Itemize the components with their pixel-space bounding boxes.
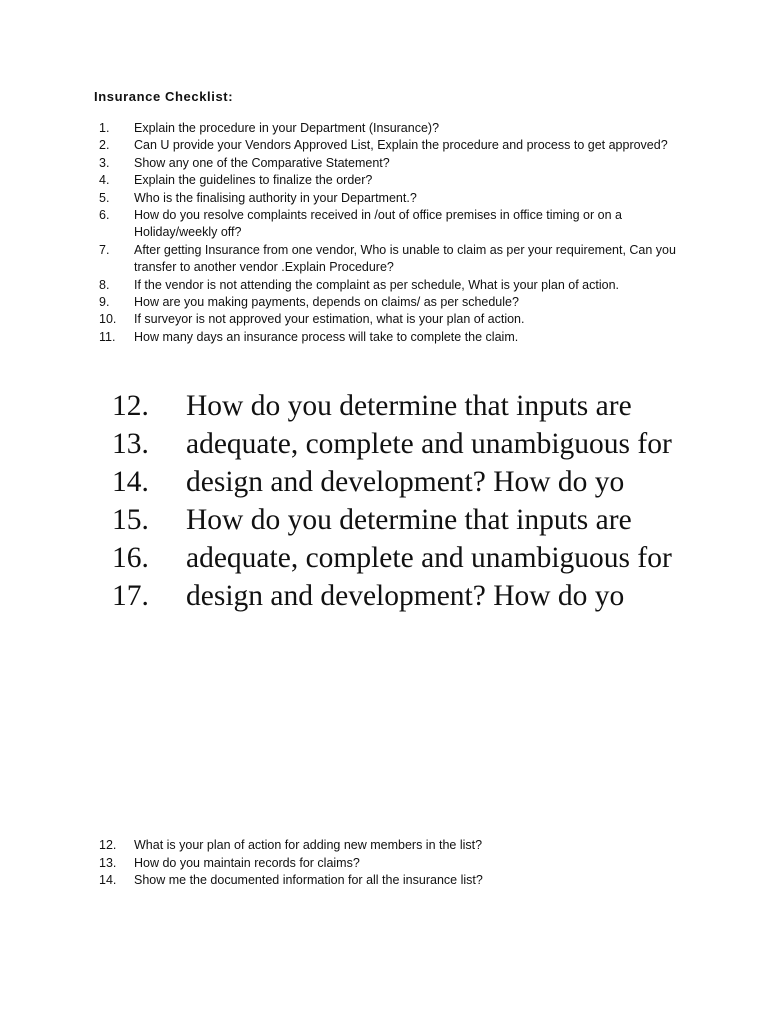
large-list-item bbox=[0, 539, 674, 577]
list-item bbox=[0, 242, 768, 277]
list-item bbox=[0, 837, 768, 855]
item-text: Show me the documented information for all the insurance list? bbox=[134, 873, 483, 887]
large-list-item bbox=[0, 425, 674, 463]
large-list-item bbox=[0, 387, 674, 425]
item-text: Can U provide your Vendors Approved List, Explain the procedure and process to get approved? bbox=[134, 138, 668, 153]
item-text: How do you resolve complaints received in /out of office premises in office timing or on a Holiday/weekly off? bbox=[134, 208, 622, 240]
list-item bbox=[0, 190, 768, 207]
item-number: 12. bbox=[99, 838, 117, 852]
list-item bbox=[0, 120, 768, 137]
item-text: If the vendor is not attending the complaint as per schedule, What is your plan of action. bbox=[134, 277, 620, 292]
item-number: 12. bbox=[112, 390, 149, 422]
item-number: 7. bbox=[99, 242, 110, 257]
item-text: How do you maintain records for claims? bbox=[134, 855, 360, 870]
list-item bbox=[0, 294, 768, 311]
item-text: Show any one of the Comparative Statement? bbox=[134, 155, 390, 170]
item-number: 13. bbox=[99, 855, 117, 870]
item-number: 11. bbox=[99, 329, 116, 344]
list-item bbox=[0, 311, 768, 328]
large-list-item bbox=[0, 577, 674, 615]
item-number: 3. bbox=[99, 155, 110, 170]
item-number: 14. bbox=[99, 873, 117, 887]
list-item bbox=[0, 155, 768, 172]
item-number: 2. bbox=[99, 138, 110, 153]
item-number: 17. bbox=[112, 580, 149, 612]
list-item bbox=[0, 207, 768, 242]
list-item bbox=[0, 172, 768, 189]
tail-list bbox=[0, 837, 768, 890]
checklist bbox=[0, 120, 768, 346]
large-list-item bbox=[0, 501, 674, 539]
item-number: 1. bbox=[99, 121, 110, 135]
item-text: design and development? How do yo bbox=[186, 466, 625, 498]
item-text: How do you determine that inputs are bbox=[186, 390, 632, 422]
item-number: 8. bbox=[99, 277, 110, 292]
item-number: 16. bbox=[112, 542, 149, 574]
item-number: 14. bbox=[112, 466, 149, 498]
item-text: design and development? How do yo bbox=[186, 580, 625, 612]
item-number: 10. bbox=[99, 312, 117, 327]
item-number: 6. bbox=[99, 208, 110, 223]
list-item bbox=[0, 329, 768, 346]
item-text: Explain the procedure in your Department (Insurance)? bbox=[134, 121, 440, 135]
list-item bbox=[0, 872, 768, 890]
item-text: How do you determine that inputs are bbox=[186, 504, 632, 536]
item-text: Explain the guidelines to finalize the order? bbox=[134, 173, 373, 188]
large-text-list bbox=[0, 387, 768, 615]
item-text: adequate, complete and unambiguous for bbox=[186, 428, 672, 460]
list-item bbox=[0, 855, 768, 873]
item-number: 13. bbox=[112, 428, 149, 460]
item-text: After getting Insurance from one vendor, Who is unable to claim as per your requirement, Can you transfer to another vendor .Explain Procedure? bbox=[134, 242, 676, 275]
page-title: Insurance Checklist: bbox=[94, 89, 234, 104]
item-text: How many days an insurance process will take to complete the claim. bbox=[134, 329, 519, 344]
large-list-item bbox=[0, 463, 674, 501]
item-text: Who is the finalising authority in your Department.? bbox=[134, 190, 417, 205]
item-number: 4. bbox=[99, 173, 110, 188]
item-number: 5. bbox=[99, 190, 110, 205]
list-item bbox=[0, 137, 768, 154]
item-text: adequate, complete and unambiguous for bbox=[186, 542, 672, 574]
item-number: 9. bbox=[99, 295, 110, 310]
item-text: What is your plan of action for adding new members in the list? bbox=[134, 838, 483, 852]
list-item bbox=[0, 277, 768, 294]
item-text: If surveyor is not approved your estimation, what is your plan of action. bbox=[134, 312, 525, 327]
item-number: 15. bbox=[112, 504, 149, 536]
item-text: How are you making payments, depends on claims/ as per schedule? bbox=[134, 295, 519, 310]
